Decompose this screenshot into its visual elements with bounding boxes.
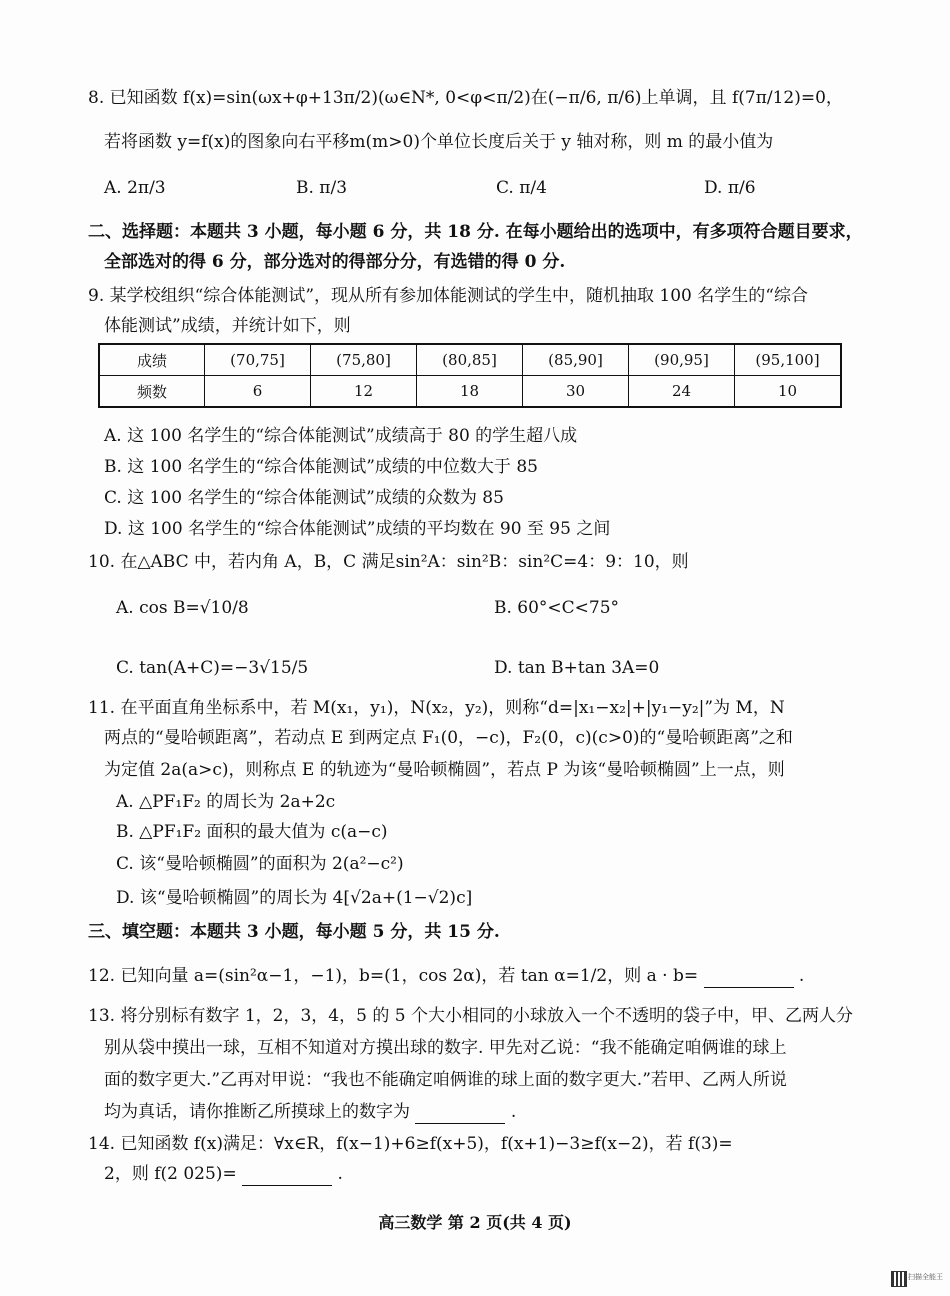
q13-text: 均为真话，请你推断乙所摸球上的数字为	[104, 1102, 410, 1122]
q10-option-c: C. tan(A+C)=−3√15/5	[116, 658, 309, 678]
q13-period: .	[510, 1102, 517, 1122]
q13-line4	[104, 1100, 516, 1124]
answer-blank	[242, 1167, 332, 1186]
q11-option-b: B. △PF₁F₂ 面积的最大值为 c(a−c)	[116, 822, 388, 842]
q11-option-a: A. △PF₁F₂ 的周长为 2a+2c	[116, 792, 336, 812]
q11-line2: 两点的“曼哈顿距离”，若动点 E 到两定点 F₁(0，−c)，F₂(0，c)(c>0)的“曼哈顿距离”之和	[104, 728, 793, 748]
q10-option-a: A. cos B=√10/8	[116, 598, 249, 618]
table-cell: 30	[523, 376, 629, 408]
q8-line2: 若将函数 y=f(x)的图象向右平移m(m>0)个单位长度后关于 y 轴对称，则 m 的最小值为	[104, 132, 774, 152]
section2-heading-line2: 全部选对的得 6 分，部分选对的得部分分，有选错的得 0 分.	[104, 252, 566, 272]
q9-line2: 体能测试”成绩，并统计如下，则	[104, 316, 351, 336]
table-cell: (85,90]	[523, 344, 629, 376]
section2-heading-line1: 二、选择题：本题共 3 小题，每小题 6 分，共 18 分. 在每小题给出的选项中，有多项符合题目要求，	[88, 222, 863, 242]
q9-line1: 9. 某学校组织“综合体能测试”，现从所有参加体能测试的学生中，随机抽取 100 名学生的“综合	[88, 286, 808, 306]
q12-line	[88, 964, 804, 988]
q8-line1: 8. 已知函数 f(x)=sin(ωx+φ+13π/2)(ω∈N*, 0<φ<π/2)在(−π/6, π/6)上单调，且 f(7π/12)=0，	[88, 88, 843, 108]
answer-blank	[704, 969, 794, 988]
q14-text: 2，则 f(2 025)=	[104, 1164, 237, 1184]
q14-line1: 14. 已知函数 f(x)满足：∀x∈R，f(x−1)+6≥f(x+5)，f(x+1)−3≥f(x−2)，若 f(3)=	[88, 1134, 733, 1154]
q8-option-a: A. 2π/3	[104, 178, 166, 198]
score-frequency-table	[98, 343, 842, 408]
q11-line3: 为定值 2a(a>c)，则称点 E 的轨迹为“曼哈顿椭圆”，若点 P 为该“曼哈顿椭圆”上一点，则	[104, 760, 785, 780]
q9-option-d: D. 这 100 名学生的“综合体能测试”成绩的平均数在 90 至 95 之间	[104, 519, 611, 539]
q9-option-a: A. 这 100 名学生的“综合体能测试”成绩高于 80 的学生超八成	[104, 426, 578, 446]
q12-text: 12. 已知向量 a=(sin²α−1，−1)，b=(1，cos 2α)，若 tan α=1/2，则 a · b=	[88, 966, 699, 986]
table-cell: 12	[311, 376, 417, 408]
q11-line1: 11. 在平面直角坐标系中，若 M(x₁，y₁)，N(x₂，y₂)，则称“d=|x₁−x₂|+|y₁−y₂|”为 M，N	[88, 698, 785, 718]
q11-option-d: D. 该“曼哈顿椭圆”的周长为 4[√2a+(1−√2)c]	[116, 888, 473, 908]
q14-line2	[104, 1162, 343, 1186]
scanner-watermark: 扫描全能王	[908, 1273, 943, 1281]
q9-option-b: B. 这 100 名学生的“综合体能测试”成绩的中位数大于 85	[104, 457, 538, 477]
q8-option-d: D. π/6	[704, 178, 756, 198]
table-cell: (70,75]	[205, 344, 311, 376]
q11-option-c: C. 该“曼哈顿椭圆”的面积为 2(a²−c²)	[116, 854, 404, 874]
table-cell: 6	[205, 376, 311, 408]
q13-line1: 13. 将分别标有数字 1，2，3，4，5 的 5 个大小相同的小球放入一个不透明的袋子中，甲、乙两人分	[88, 1006, 853, 1026]
q9-option-c: C. 这 100 名学生的“综合体能测试”成绩的众数为 85	[104, 488, 504, 508]
q10-option-b: B. 60°<C<75°	[494, 598, 620, 618]
table-cell: 18	[417, 376, 523, 408]
q13-line2: 别从袋中摸出一球，互相不知道对方摸出球的数字. 甲先对乙说：“我不能确定咱俩谁的球上	[104, 1038, 787, 1058]
table-cell: 24	[629, 376, 735, 408]
q10-line1: 10. 在△ABC 中，若内角 A，B，C 满足sin²A：sin²B：sin²C=4：9：10，则	[88, 552, 689, 572]
table-row	[99, 376, 841, 408]
q12-period: .	[798, 966, 805, 986]
page-footer: 高三数学 第 2 页(共 4 页)	[378, 1213, 572, 1232]
table-row	[99, 344, 841, 376]
q8-option-c: C. π/4	[496, 178, 547, 198]
table-cell: (80,85]	[417, 344, 523, 376]
qr-code-icon	[891, 1271, 907, 1287]
table-cell: (95,100]	[735, 344, 842, 376]
q8-option-b: B. π/3	[296, 178, 348, 198]
table-row-label: 频数	[99, 376, 205, 408]
table-cell: (75,80]	[311, 344, 417, 376]
answer-blank	[415, 1105, 505, 1124]
section3-heading: 三、填空题：本题共 3 小题，每小题 5 分，共 15 分.	[88, 922, 500, 942]
table-cell: (90,95]	[629, 344, 735, 376]
table-cell: 10	[735, 376, 842, 408]
q10-option-d: D. tan B+tan 3A=0	[494, 658, 660, 678]
q14-period: .	[337, 1164, 343, 1184]
table-row-label: 成绩	[99, 344, 205, 376]
q13-line3: 面的数字更大.”乙再对甲说：“我也不能确定咱俩谁的球上面的数字更大.”若甲、乙两人所说	[104, 1070, 787, 1090]
